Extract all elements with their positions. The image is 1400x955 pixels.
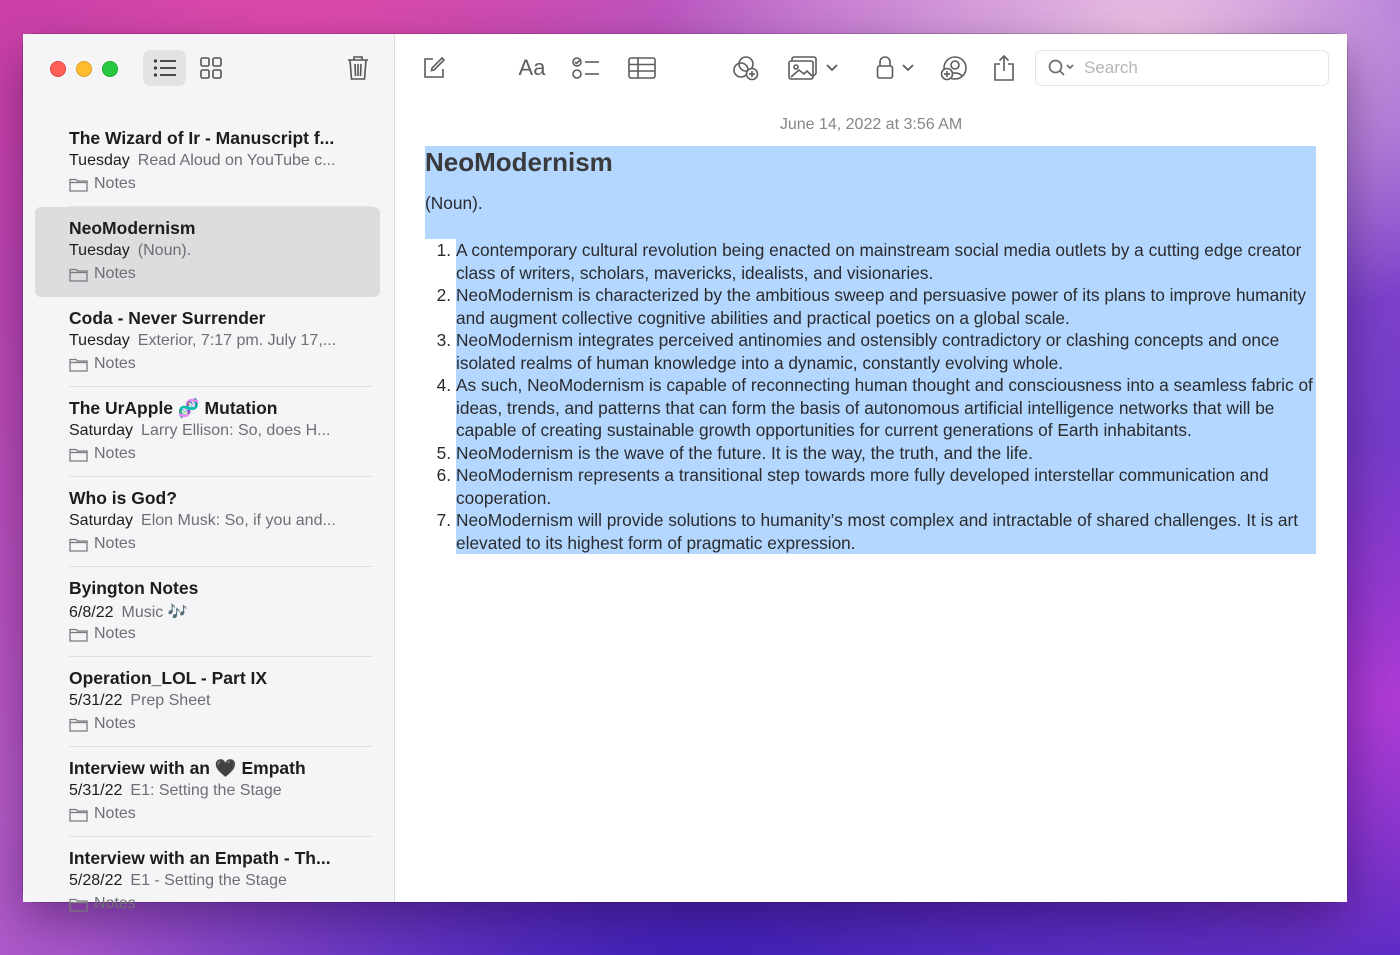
- note-preview: (Noun).: [137, 242, 192, 259]
- note-title: Interview with an Empath - Th...: [69, 848, 331, 868]
- list-item: [425, 329, 1316, 374]
- chevron-down-icon: [826, 64, 838, 72]
- lock-button[interactable]: [873, 52, 917, 84]
- list-item-text: NeoModernism represents a transitional step towards more fully developed interstellar communication and cooperation.: [456, 464, 1316, 509]
- list-icon: [153, 58, 177, 78]
- list-number: 4.: [436, 375, 451, 395]
- folder-icon: [69, 537, 88, 552]
- list-item-text: NeoModernism is the wave of the future. It is the way, the truth, and the life.: [456, 442, 1316, 465]
- person-add-icon: [940, 55, 968, 81]
- note-timestamp: June 14, 2022 at 3:56 AM: [779, 116, 963, 133]
- numbered-list: [425, 239, 1316, 554]
- share-button[interactable]: [991, 52, 1017, 84]
- note-list-item[interactable]: [35, 837, 380, 927]
- note-date: Tuesday: [69, 152, 130, 169]
- note-preview: Read Aloud on YouTube c...: [137, 152, 336, 169]
- note-title: Operation_LOL - Part IX: [69, 668, 268, 688]
- folder-icon: [69, 447, 88, 462]
- folder-icon: [69, 897, 88, 912]
- folder-icon: [69, 717, 88, 732]
- format-button[interactable]: Aa: [518, 55, 546, 80]
- compose-button[interactable]: [419, 52, 449, 84]
- note-folder-name: Notes: [94, 175, 136, 192]
- note-subtitle: (Noun).: [425, 193, 483, 213]
- note-preview: Music 🎶: [121, 604, 188, 621]
- folder-icon: [69, 807, 88, 822]
- list-item: [425, 509, 1316, 554]
- folder-icon: [69, 357, 88, 372]
- list-item-text: NeoModernism will provide solutions to humanity’s most complex and intractable of shared challenges. It is art elevated to its highest form of pragmatic expression.: [456, 509, 1316, 554]
- note-list-item-selected[interactable]: [35, 207, 380, 297]
- close-button[interactable]: [50, 61, 66, 77]
- note-folder-name: Notes: [94, 265, 136, 282]
- list-item: [425, 284, 1316, 329]
- folder-icon: [69, 267, 88, 282]
- note-preview: Larry Ellison: So, does H...: [141, 422, 331, 439]
- note-date: 5/31/22: [69, 692, 123, 709]
- note-preview: Exterior, 7:17 pm. July 17,...: [137, 332, 337, 349]
- note-list-item[interactable]: [35, 477, 380, 567]
- list-item-text: A contemporary cultural revolution being enacted on mainstream social media outlets by a cutting edge creator class of writers, scholars, mavericks, idealists, and visionaries.: [456, 239, 1316, 284]
- note-preview: E1 - Setting the Stage: [130, 872, 287, 889]
- checklist-button[interactable]: [571, 52, 601, 84]
- note-folder-name: Notes: [94, 535, 136, 552]
- folder-icon: [69, 627, 88, 642]
- list-item: [425, 239, 1316, 284]
- compose-icon: [422, 56, 446, 80]
- photo-icon: [788, 56, 818, 80]
- list-number: 1.: [436, 240, 451, 260]
- note-folder-name: Notes: [94, 715, 136, 732]
- list-item: [425, 442, 1316, 465]
- collaborate-button[interactable]: [730, 52, 760, 84]
- search-icon: [1048, 59, 1076, 77]
- list-number: 7.: [436, 510, 451, 530]
- note-list-item[interactable]: [35, 117, 380, 207]
- list-item: [425, 374, 1316, 442]
- minimize-button[interactable]: [76, 61, 92, 77]
- search-input[interactable]: [1082, 57, 1306, 79]
- note-title: Who is God?: [69, 488, 177, 508]
- note-list-item[interactable]: [35, 747, 380, 837]
- list-number: 6.: [436, 465, 451, 485]
- note-list-item[interactable]: [35, 567, 380, 657]
- search-field[interactable]: [1035, 50, 1329, 86]
- note-title: Coda - Never Surrender: [69, 308, 266, 328]
- note-title: Interview with an 🖤 Empath: [69, 758, 306, 778]
- folder-icon: [69, 177, 88, 192]
- list-item-text: As such, NeoModernism is capable of reconnecting human thought and consciousness into a seamless fabric of ideas, trends, and patterns that can form the basis of autonomous artificial intelligence networks that will be capable of creating sustainable growth opportunities for current generations of Earth inhabitants.: [456, 374, 1316, 442]
- note-date: 5/28/22: [69, 872, 123, 889]
- note-folder-name: Notes: [94, 355, 136, 372]
- note-date: Saturday: [69, 422, 134, 439]
- note-folder-name: Notes: [94, 625, 136, 642]
- list-item-text: NeoModernism is characterized by the ambitious sweep and persuasive power of its plans to improve humanity and augment collective cognitive abilities and practical poetics on a global scale.: [456, 284, 1316, 329]
- note-folder-name: Notes: [94, 805, 136, 822]
- note-folder-name: Notes: [94, 895, 136, 912]
- notes-window: [23, 34, 1347, 912]
- note-list-item[interactable]: [35, 657, 380, 747]
- zoom-button[interactable]: [102, 61, 118, 77]
- note-heading: NeoModernism: [425, 147, 613, 177]
- note-title: NeoModernism: [69, 218, 196, 238]
- list-view-button[interactable]: [143, 50, 186, 86]
- note-preview: Prep Sheet: [130, 692, 211, 709]
- media-button[interactable]: [787, 52, 839, 84]
- note-title: Byington Notes: [69, 578, 199, 598]
- lock-icon: [876, 56, 894, 80]
- note-preview: E1: Setting the Stage: [130, 782, 282, 799]
- list-item: [425, 464, 1316, 509]
- chevron-down-icon: [902, 64, 914, 72]
- share-icon: [993, 55, 1015, 81]
- note-list: [35, 117, 380, 927]
- note-editor-pane: [395, 34, 1347, 902]
- note-body[interactable]: [425, 146, 1316, 554]
- list-item-text: NeoModernism integrates perceived antinomies and ostensibly contradictory or clashing concepts and once isolated realms of human knowledge into a dynamic, constantly evolving whole.: [456, 329, 1316, 374]
- link-plus-icon: [731, 55, 759, 81]
- grid-icon: [200, 57, 222, 79]
- share-people-button[interactable]: [939, 52, 969, 84]
- note-date: Tuesday: [69, 242, 130, 259]
- note-list-item[interactable]: [35, 297, 380, 387]
- list-number: 5.: [436, 442, 451, 463]
- note-date: 6/8/22: [69, 604, 114, 621]
- note-list-item[interactable]: [35, 387, 380, 477]
- note-date: Tuesday: [69, 332, 130, 349]
- note-folder-name: Notes: [94, 445, 136, 462]
- table-icon: [628, 57, 656, 79]
- gallery-view-button[interactable]: [193, 50, 229, 86]
- note-date: 5/31/22: [69, 782, 123, 799]
- list-number: 2.: [436, 285, 451, 305]
- selected-header-block: [425, 146, 1316, 239]
- note-date: Saturday: [69, 512, 134, 529]
- table-button[interactable]: [627, 52, 657, 84]
- note-title: The Wizard of Ir - Manuscript f...: [69, 128, 335, 148]
- sidebar: [23, 34, 395, 912]
- note-preview: Elon Musk: So, if you and...: [141, 512, 336, 529]
- trash-icon: [347, 55, 369, 81]
- note-title: The UrApple 🧬 Mutation: [69, 398, 278, 418]
- checklist-icon: [572, 56, 600, 80]
- list-number: 3.: [436, 330, 451, 350]
- delete-button[interactable]: [341, 50, 375, 86]
